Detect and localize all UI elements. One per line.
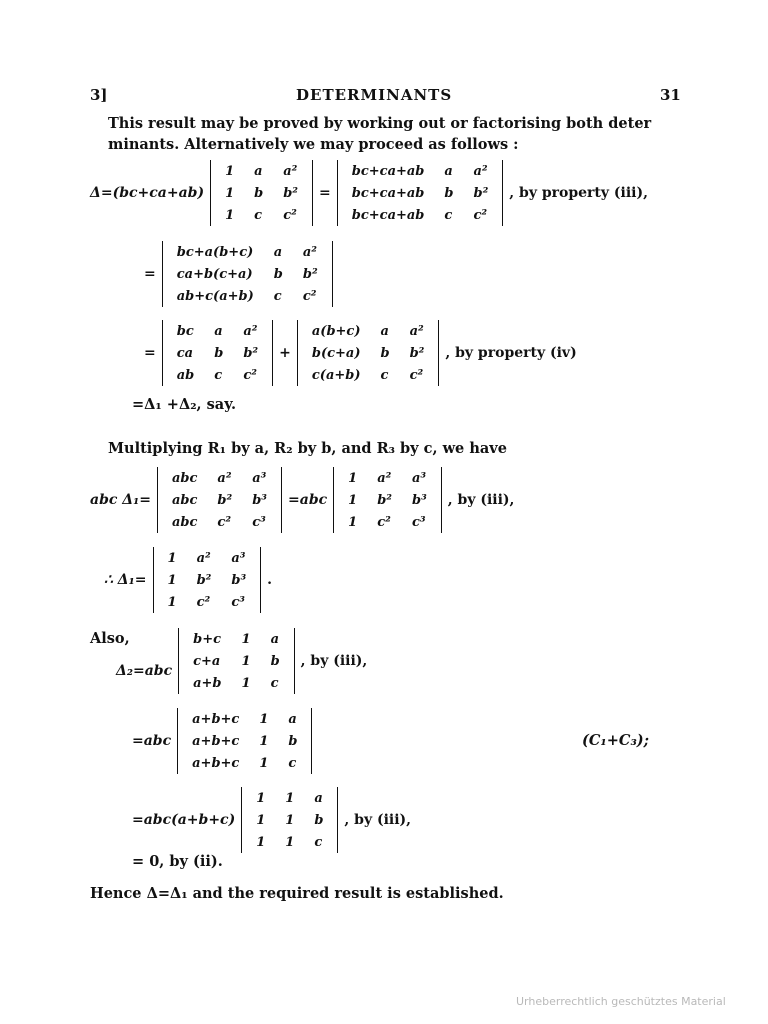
det-cell: c [380, 367, 389, 383]
det-row [183, 650, 290, 672]
det-cell: bc [176, 323, 194, 339]
det-left-bar [153, 547, 154, 613]
det-cell: b³ [252, 492, 268, 508]
det-cell: ca [176, 345, 194, 361]
det-row [338, 511, 437, 533]
det-cell: c [254, 207, 263, 223]
det-row [302, 320, 435, 342]
det-cell: b [380, 345, 390, 361]
det-cell: b [273, 266, 283, 282]
det-row [302, 342, 435, 364]
det-cell: a² [377, 470, 392, 486]
det-grid [167, 320, 268, 386]
det-left-bar [162, 320, 163, 386]
det-cell: abc [171, 492, 198, 508]
det-row [158, 569, 257, 591]
det-cell: ab [176, 367, 195, 383]
det-cell: c [288, 755, 297, 771]
det-row [246, 787, 333, 809]
det-row [246, 809, 333, 831]
det-left-bar [241, 787, 242, 853]
det-cell: 1 [167, 594, 177, 610]
det-grid [182, 708, 307, 774]
det-cell: a [314, 790, 323, 806]
det-cell: 1 [256, 812, 266, 828]
det-cell: 1 [225, 163, 235, 179]
det-cell: ab+c(a+b) [176, 288, 254, 304]
det-cell: c² [302, 288, 317, 304]
det-matrix [162, 320, 273, 386]
det-matrix [241, 787, 338, 853]
eq7-lhs: Δ₂=abc [116, 663, 173, 679]
det-cell: b² [217, 492, 233, 508]
equals-sign: = [319, 185, 331, 201]
det-cell: c [214, 367, 223, 383]
det-cell: c+a [193, 653, 221, 669]
det-right-bar [311, 708, 312, 774]
det-cell: 1 [241, 631, 251, 647]
det-cell: c² [217, 514, 232, 530]
det-cell: b [270, 653, 280, 669]
det-cell: c² [283, 207, 297, 223]
det-cell: 1 [256, 834, 266, 850]
det-left-bar [177, 708, 178, 774]
det-row [215, 204, 308, 226]
equation-5 [90, 467, 514, 533]
eq6-lhs: ∴ Δ₁= [104, 572, 147, 588]
eq2-lhs: = [144, 266, 156, 282]
det-cell: 1 [285, 812, 295, 828]
det-cell: a [444, 163, 453, 179]
det-cell: c² [409, 367, 424, 383]
eq6-note: . [267, 572, 273, 588]
det-cell: c [444, 207, 453, 223]
det-grid [338, 467, 437, 533]
conclusion-text: Hence Δ=Δ₁ and the required result is established. [90, 885, 504, 902]
det-cell: abc [171, 470, 198, 486]
det-cell: a [270, 631, 279, 647]
det-right-bar [502, 160, 503, 226]
det-cell: 1 [259, 711, 269, 727]
det-cell: c [270, 675, 279, 691]
det-cell: a+b+c [192, 711, 240, 727]
det-cell: 1 [348, 514, 358, 530]
plus-sign: + [279, 345, 291, 361]
det-row [182, 752, 307, 774]
multiplying-text: Multiplying R₁ by a, R₂ by b, and R₃ by c, we have [108, 440, 507, 457]
det-row [215, 160, 308, 182]
eq8-note: (C₁+C₃); [582, 732, 650, 749]
det-cell: b² [302, 266, 318, 282]
det-matrix [333, 467, 442, 533]
det-matrix [210, 160, 313, 226]
page-title: DETERMINANTS [296, 86, 453, 104]
det-cell: abc [171, 514, 198, 530]
eq7-note: , by (iii), [300, 653, 368, 669]
det-cell: b² [283, 185, 299, 201]
det-cell: 1 [348, 470, 358, 486]
eq5-lhs: abc Δ₁= [90, 492, 151, 508]
eq3-note: , by property (iv) [445, 345, 577, 361]
det-cell: c(a+b) [311, 367, 361, 383]
det-cell: c² [243, 367, 257, 383]
det-row [158, 591, 257, 613]
det-grid [246, 787, 333, 853]
det-cell: a [214, 323, 223, 339]
det-left-bar [210, 160, 211, 226]
det-right-bar [272, 320, 273, 386]
page-number: 31 [660, 86, 681, 104]
det-row [167, 320, 268, 342]
det-cell: a [273, 244, 283, 260]
equation-6 [104, 547, 272, 613]
det-right-bar [294, 628, 295, 694]
det-left-bar [162, 241, 163, 307]
equation-8 [132, 708, 318, 774]
det-row [158, 547, 257, 569]
det-cell: a² [409, 323, 424, 339]
det-cell: bc+a(b+c) [176, 244, 254, 260]
det-cell: a [288, 711, 297, 727]
det-cell: bc+ca+ab [351, 207, 425, 223]
det-left-bar [157, 467, 158, 533]
det-cell: 1 [259, 755, 269, 771]
det-right-bar [441, 467, 442, 533]
det-cell: a² [243, 323, 258, 339]
det-cell: a³ [252, 470, 267, 486]
det-cell: ca+b(c+a) [176, 266, 253, 282]
det-cell: a+b [193, 675, 222, 691]
det-matrix [297, 320, 440, 386]
det-cell: a [380, 323, 389, 339]
watermark: Urheberrechtlich geschütztes Material [516, 995, 726, 1008]
det-cell: a² [473, 163, 488, 179]
det-row [183, 672, 290, 694]
det-cell: a³ [411, 470, 427, 486]
det-left-bar [337, 160, 338, 226]
det-row [302, 364, 435, 386]
det-cell: 1 [348, 492, 358, 508]
det-cell: c² [377, 514, 391, 530]
det-cell: 1 [225, 207, 235, 223]
det-grid [342, 160, 499, 226]
det-cell: 1 [241, 653, 251, 669]
det-row [167, 285, 328, 307]
det-row [342, 182, 499, 204]
det-cell: b² [196, 572, 212, 588]
det-cell: a+b+c [192, 733, 240, 749]
det-matrix [157, 467, 282, 533]
det-row [182, 708, 307, 730]
det-cell: 1 [167, 550, 177, 566]
also-label: Also, [90, 630, 130, 647]
eq9-note: , by (iii), [344, 812, 412, 828]
det-cell: a² [283, 163, 298, 179]
det-matrix [337, 160, 504, 226]
det-cell: bc+ca+ab [351, 163, 425, 179]
det-grid [302, 320, 435, 386]
det-cell: c³ [411, 514, 426, 530]
det-grid [215, 160, 308, 226]
det-cell: b(c+a) [311, 345, 361, 361]
det-row [342, 160, 499, 182]
det-grid [158, 547, 257, 613]
det-cell: bc+ca+ab [351, 185, 425, 201]
det-cell: a(b+c) [311, 323, 361, 339]
equation-9 [132, 787, 411, 853]
det-cell: 1 [285, 834, 295, 850]
det-row [215, 182, 308, 204]
det-right-bar [281, 467, 282, 533]
det-cell: 1 [167, 572, 177, 588]
det-cell: b² [243, 345, 259, 361]
det-row [167, 364, 268, 386]
det-cell: c [314, 834, 323, 850]
intro-paragraph: This result may be proved by working out or factorising both deter minants. Alternatively we may proceed as follows : [108, 115, 652, 153]
eq1-note: , by property (iii), [509, 185, 648, 201]
det-matrix [177, 708, 312, 774]
det-row [338, 467, 437, 489]
det-cell: c³ [252, 514, 266, 530]
det-cell: b³ [231, 572, 247, 588]
det-matrix [162, 241, 333, 307]
equation-7 [116, 628, 367, 694]
equation-4: =Δ₁ +Δ₂, say. [132, 396, 237, 413]
det-row [338, 489, 437, 511]
eq3-lhs: = [144, 345, 156, 361]
det-cell: 1 [225, 185, 235, 201]
det-cell: b [214, 345, 224, 361]
det-row [342, 204, 499, 226]
det-grid [162, 467, 277, 533]
det-right-bar [260, 547, 261, 613]
det-cell: b² [473, 185, 489, 201]
det-cell: c³ [231, 594, 245, 610]
det-row [162, 489, 277, 511]
det-row [182, 730, 307, 752]
det-cell: b+c [193, 631, 222, 647]
det-cell: b [288, 733, 298, 749]
det-right-bar [337, 787, 338, 853]
det-row [167, 342, 268, 364]
det-cell: b³ [411, 492, 427, 508]
det-cell: c [273, 288, 282, 304]
eq1-lhs: Δ=(bc+ca+ab) [90, 185, 205, 201]
det-cell: 1 [285, 790, 295, 806]
det-cell: a² [217, 470, 232, 486]
det-matrix [178, 628, 295, 694]
det-grid [167, 241, 328, 307]
det-cell: 1 [241, 675, 251, 691]
det-row [162, 511, 277, 533]
det-row [183, 628, 290, 650]
det-cell: c² [473, 207, 488, 223]
equation-3 [144, 320, 577, 386]
det-right-bar [438, 320, 439, 386]
section-number: 3] [90, 86, 108, 104]
det-left-bar [178, 628, 179, 694]
det-matrix [153, 547, 262, 613]
det-cell: b² [377, 492, 392, 508]
det-cell: b [444, 185, 454, 201]
det-cell: 1 [259, 733, 269, 749]
det-cell: b [254, 185, 264, 201]
det-cell: a² [196, 550, 211, 566]
eq5-note: , by (iii), [447, 492, 515, 508]
det-cell: 1 [256, 790, 266, 806]
det-cell: b² [409, 345, 425, 361]
det-grid [183, 628, 290, 694]
det-right-bar [332, 241, 333, 307]
det-left-bar [297, 320, 298, 386]
det-cell: c² [196, 594, 211, 610]
det-cell: a² [302, 244, 317, 260]
det-row [167, 263, 328, 285]
equation-1 [90, 160, 648, 226]
det-row [246, 831, 333, 853]
det-row [167, 241, 328, 263]
eq9-lhs: =abc(a+b+c) [132, 812, 236, 828]
det-cell: a³ [231, 550, 246, 566]
det-cell: a+b+c [192, 755, 240, 771]
equation-10: = 0, by (ii). [132, 853, 223, 870]
eq5-mid: =abc [288, 492, 328, 508]
det-cell: b [314, 812, 324, 828]
det-right-bar [312, 160, 313, 226]
det-left-bar [333, 467, 334, 533]
det-cell: a [254, 163, 263, 179]
equation-2 [144, 241, 339, 307]
eq8-lhs: =abc [132, 733, 172, 749]
det-row [162, 467, 277, 489]
